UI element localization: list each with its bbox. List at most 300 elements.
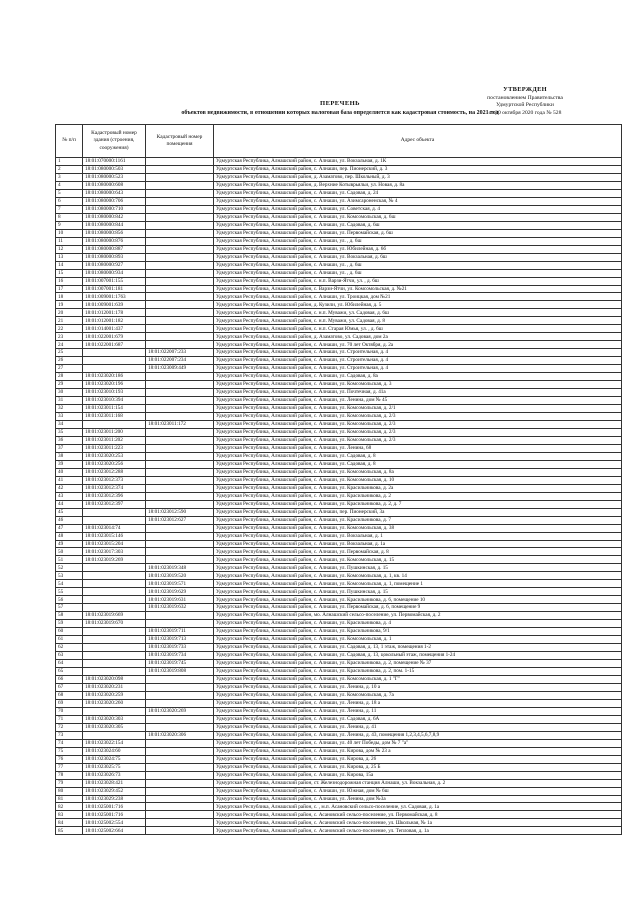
cell-building-cadastral: 18:01:023010:394	[83, 397, 146, 405]
cell-number: 72	[56, 723, 83, 731]
cell-premises-cadastral: 18:01:023009:449	[146, 365, 214, 373]
cell-number: 84	[56, 819, 83, 827]
header-address: Адрес объекта	[214, 125, 622, 158]
cell-premises-cadastral: 18:01:023019:520	[146, 572, 214, 580]
cell-number: 47	[56, 524, 83, 532]
cell-number: 28	[56, 373, 83, 381]
cell-number: 6	[56, 197, 83, 205]
table-row	[56, 612, 622, 620]
cell-number: 53	[56, 572, 83, 580]
table-row	[56, 229, 622, 237]
cell-premises-cadastral	[146, 237, 214, 245]
table-body	[56, 158, 622, 835]
cell-address: Удмуртская Республика, Алнашский район, с. Алнаши, ул. Садовая, д. 8а	[214, 373, 622, 381]
table-row	[56, 389, 622, 397]
cell-premises-cadastral	[146, 277, 214, 285]
cell-address: Удмуртская Республика, Алнашский район, с. Алнаши, ул. Южная, дом № 6ш	[214, 787, 622, 795]
cell-premises-cadastral	[146, 476, 214, 484]
cell-building-cadastral: 18:01:023012:288	[83, 468, 146, 476]
cell-premises-cadastral: 18:01:023019:808	[146, 668, 214, 676]
cell-number: 18	[56, 293, 83, 301]
cell-address: Удмуртская Республика, Алнашский район, с. Алнаши, пер. Пионерский, 3а	[214, 508, 622, 516]
cell-address: Удмуртская Республика, Алнашский район, с. н.п. Варзи-Ятчи, ул. , д. 6ш	[214, 277, 622, 285]
cell-premises-cadastral	[146, 389, 214, 397]
cell-address: Удмуртская Республика, Алнашский район, с. Алнаши, ул. Кирова, д. 26	[214, 755, 622, 763]
cell-address: Удмуртская Республика, Алнашский район, с. Алнаши, ул. Садовая, д. 13, 1 этаж, помещения 1-2	[214, 644, 622, 652]
cell-premises-cadastral	[146, 771, 214, 779]
cell-number: 20	[56, 309, 83, 317]
cell-number: 17	[56, 285, 83, 293]
cell-number: 31	[56, 397, 83, 405]
cell-premises-cadastral: 18:01:022007:233	[146, 349, 214, 357]
cell-number: 70	[56, 707, 83, 715]
cell-building-cadastral: 18:01:023020:231	[83, 683, 146, 691]
cell-address: Удмуртская Республика, Алнашский район, с. Алнаши, ул. Первомайская, д. 8	[214, 548, 622, 556]
cell-building-cadastral: 18:01:023011:223	[83, 444, 146, 452]
cell-number: 82	[56, 803, 83, 811]
cell-number: 62	[56, 644, 83, 652]
cell-building-cadastral: 18:01:023012:373	[83, 476, 146, 484]
table-row	[56, 572, 622, 580]
cell-building-cadastral: 18:01:080000:608	[83, 181, 146, 189]
cell-address: Удмуртская Республика, Алнашский район, с. Алнаши, ул. Садовая, д. 24	[214, 189, 622, 197]
cell-premises-cadastral	[146, 452, 214, 460]
table-row	[56, 620, 622, 628]
cell-premises-cadastral	[146, 173, 214, 181]
cell-address: Удмуртская Республика, Алнашский район, с. Алнаши, ул. Первомайская, д. 6ш	[214, 229, 622, 237]
cell-address: Удмуртская Республика, Алнашский район, с. Алнаши, ул. Первомайская, д. 6, помещение 9	[214, 604, 622, 612]
table-row	[56, 492, 622, 500]
table-row	[56, 357, 622, 365]
cell-building-cadastral: 18:01:023026:73	[83, 771, 146, 779]
cell-number: 15	[56, 269, 83, 277]
cell-building-cadastral: 18:01:023020:196	[83, 381, 146, 389]
cell-address: Удмуртская Республика, Алнашский район, с. Асановский сельсо-поселение, ул. Школьная, № 1а	[214, 819, 622, 827]
cell-premises-cadastral	[146, 436, 214, 444]
property-register-table	[55, 124, 622, 835]
table-row	[56, 644, 622, 652]
approval-heading: УТВЕРЖДЕН	[503, 86, 547, 93]
table-row	[56, 596, 622, 604]
title-line-2: объектов недвижимости, в отношении которых налоговая база определяется как кадастровая стоимость, на 2021 год	[181, 110, 499, 116]
table-row	[56, 691, 622, 699]
cell-premises-cadastral	[146, 500, 214, 508]
cell-building-cadastral: 18:01:023012:396	[83, 492, 146, 500]
table-row	[56, 516, 622, 524]
table-row	[56, 158, 622, 166]
cell-number: 36	[56, 436, 83, 444]
cell-address: Удмуртская Республика, Алнашский район, с. Алнаши, ул. Красильникова, д. 2, д. 7	[214, 500, 622, 508]
table-row	[56, 205, 622, 213]
cell-number: 11	[56, 237, 83, 245]
cell-number: 26	[56, 357, 83, 365]
table-row	[56, 309, 622, 317]
cell-building-cadastral: 18:01:080000:503	[83, 165, 146, 173]
cell-premises-cadastral	[146, 428, 214, 436]
cell-address: Удмуртская Республика, Алнашский район, с. Алнаши, ул. Ленина, д. 10 а	[214, 683, 622, 691]
cell-building-cadastral: 18:01:023028:421	[83, 779, 146, 787]
cell-address: Удмуртская Республика, Алнашский район, с. Асановский сельсо-поселение, ул. Первомайская, д. 8	[214, 811, 622, 819]
cell-number: 41	[56, 476, 83, 484]
cell-address: Удмуртская Республика, Алнашский район, с. Алнаши, ул. Кирова, д. 25 Б	[214, 763, 622, 771]
cell-premises-cadastral	[146, 683, 214, 691]
cell-premises-cadastral	[146, 715, 214, 723]
cell-number: 71	[56, 715, 83, 723]
approval-line-3: от 30 октября 2020 года № 528	[488, 109, 562, 116]
cell-number: 58	[56, 612, 83, 620]
cell-number: 60	[56, 628, 83, 636]
cell-building-cadastral: 18:01:070000:1161	[83, 158, 146, 166]
cell-premises-cadastral	[146, 699, 214, 707]
cell-number: 80	[56, 787, 83, 795]
cell-premises-cadastral	[146, 245, 214, 253]
cell-building-cadastral	[83, 604, 146, 612]
cell-building-cadastral	[83, 564, 146, 572]
cell-address: Удмуртская Республика, Алнашский район, с. Алнаши, ул. Комсомольская, д. 2/3	[214, 436, 622, 444]
table-row	[56, 524, 622, 532]
cell-building-cadastral: 18:01:080000:893	[83, 253, 146, 261]
cell-building-cadastral: 18:01:023019:269	[83, 556, 146, 564]
cell-address: Удмуртская Республика, Алнашский район, с. Алнаши, ул. Садовая, д. 8	[214, 460, 622, 468]
header-building-cadastral: Кадастровый номер здания (строения, сооружения)	[83, 125, 146, 158]
cell-premises-cadastral	[146, 468, 214, 476]
cell-premises-cadastral	[146, 261, 214, 269]
cell-number: 52	[56, 564, 83, 572]
approval-line-1: постановлением Правительства	[487, 94, 563, 101]
table-row	[56, 484, 622, 492]
table-row	[56, 253, 622, 261]
cell-premises-cadastral	[146, 819, 214, 827]
cell-building-cadastral: 18:01:023020:259	[83, 691, 146, 699]
table-row	[56, 261, 622, 269]
cell-premises-cadastral	[146, 444, 214, 452]
table-row	[56, 373, 622, 381]
cell-premises-cadastral	[146, 205, 214, 213]
cell-number: 51	[56, 556, 83, 564]
cell-building-cadastral: 18:01:080000:927	[83, 261, 146, 269]
cell-number: 30	[56, 389, 83, 397]
cell-address: Удмуртская Республика, Алнашский район, с. Алнаши, ул. , д. 6ш	[214, 237, 622, 245]
cell-address: Удмуртская Республика, Алнашский район, с. Алнаши, ул. Комсомольская, д. 10	[214, 476, 622, 484]
cell-premises-cadastral	[146, 213, 214, 221]
table-row	[56, 787, 622, 795]
cell-number: 42	[56, 484, 83, 492]
cell-number: 35	[56, 428, 83, 436]
cell-number: 63	[56, 652, 83, 660]
cell-building-cadastral: 18:01:023020:186	[83, 373, 146, 381]
table-row	[56, 731, 622, 739]
cell-number: 83	[56, 811, 83, 819]
cell-building-cadastral: 18:01:080000:844	[83, 221, 146, 229]
cell-premises-cadastral	[146, 333, 214, 341]
cell-building-cadastral: 18:01:023020:098	[83, 675, 146, 683]
cell-number: 8	[56, 213, 83, 221]
cell-building-cadastral: 18:01:025001:716	[83, 811, 146, 819]
cell-premises-cadastral	[146, 301, 214, 309]
cell-number: 67	[56, 683, 83, 691]
cell-premises-cadastral: 18:01:023019:733	[146, 644, 214, 652]
cell-address: Удмуртская Республика, Алнашский район, с. Алнаши, ул. Красильникова, д. 7	[214, 516, 622, 524]
table-row	[56, 819, 622, 827]
cell-address: Удмуртская Республика, Алнашский район, с. Алнаши, ул. Красильникова, д. 2а	[214, 484, 622, 492]
cell-address: Удмуртская Республика, Алнашский район, с. Алнаши, ул. Ленина, 68	[214, 444, 622, 452]
cell-premises-cadastral	[146, 532, 214, 540]
approval-line-2: Удмуртской Республики	[496, 102, 554, 109]
table-row	[56, 715, 622, 723]
table-row	[56, 747, 622, 755]
cell-premises-cadastral	[146, 524, 214, 532]
cell-address: Удмуртская Республика, Алнашский район, с. Варзи-Ятчи, ул. Комсомольская, д. №21	[214, 285, 622, 293]
cell-address: Удмуртская Республика, Алнашский район, с. Алнаши, ул. Ленина, д. 41	[214, 723, 622, 731]
table-row	[56, 556, 622, 564]
cell-number: 38	[56, 452, 83, 460]
cell-address: Удмуртская Республика, Алнашский район, с. Алнаши, ул. , д. 6ш	[214, 261, 622, 269]
cell-address: Удмуртская Республика, Алнашский район, с. Алнаши, ул. 40 лет Победы, дом № 7 "а"	[214, 739, 622, 747]
title-line-1: ПЕРЕЧЕНЬ	[320, 100, 360, 107]
cell-premises-cadastral	[146, 763, 214, 771]
cell-number: 22	[56, 325, 83, 333]
cell-premises-cadastral	[146, 229, 214, 237]
cell-address: Удмуртская Республика, Алнашский район, с. Алнаши, ул. Комсомольская, д. 38	[214, 524, 622, 532]
cell-building-cadastral	[83, 596, 146, 604]
cell-premises-cadastral	[146, 181, 214, 189]
table-row	[56, 349, 622, 357]
cell-premises-cadastral: 18:01:023019:629	[146, 588, 214, 596]
cell-building-cadastral: 18:01:023020:256	[83, 460, 146, 468]
cell-address: Удмуртская Республика, Алнашский район, с. Асановский сельсо-поселение, ул. Тепловая, д. 1а	[214, 827, 622, 835]
cell-premises-cadastral	[146, 405, 214, 413]
cell-building-cadastral	[83, 516, 146, 524]
cell-address: Удмуртская Республика, Алнашский район, с. Алнаши, ул. Красильникова, д. 2, пом. 1-15	[214, 668, 622, 676]
cell-address: Удмуртская Республика, Алнашский район, с. Алнаши, ул. Комсомольская, д. 3	[214, 381, 622, 389]
cell-building-cadastral: 18:01:023015:204	[83, 540, 146, 548]
header-premises-cadastral: Кадастровый номер помещения	[146, 125, 214, 158]
cell-address: Удмуртская Республика, Алнашский район, с. Алнаши, ул. Красильникова, д. 2	[214, 492, 622, 500]
cell-premises-cadastral	[146, 675, 214, 683]
cell-address: Удмуртская Республика, Алнашский район, с. Алнаши, ул. Ленина, д. 11	[214, 707, 622, 715]
cell-number: 34	[56, 420, 83, 428]
cell-number: 76	[56, 755, 83, 763]
table-row	[56, 420, 622, 428]
cell-address: Удмуртская Республика, Алнашский район, с. Алнаши, ул. Садовая, д. 8	[214, 452, 622, 460]
cell-number: 4	[56, 181, 83, 189]
cell-building-cadastral: 18:01:022001:687	[83, 341, 146, 349]
cell-address: Удмуртская Республика, Алнашский район, с. Алнаши, ул. Ленина, дом №3а	[214, 795, 622, 803]
cell-building-cadastral: 18:01:080000:523	[83, 173, 146, 181]
table-row	[56, 508, 622, 516]
cell-premises-cadastral	[146, 165, 214, 173]
cell-number: 81	[56, 795, 83, 803]
cell-premises-cadastral	[146, 811, 214, 819]
cell-building-cadastral: 18:01:025002:554	[83, 819, 146, 827]
cell-building-cadastral: 18:01:023024:60	[83, 747, 146, 755]
cell-number: 25	[56, 349, 83, 357]
table-row	[56, 827, 622, 835]
cell-building-cadastral: 18:01:023011:168	[83, 413, 146, 421]
cell-premises-cadastral	[146, 484, 214, 492]
table-row	[56, 803, 622, 811]
cell-building-cadastral: 18:01:023011:154	[83, 405, 146, 413]
cell-premises-cadastral	[146, 612, 214, 620]
table-row	[56, 165, 622, 173]
cell-number: 39	[56, 460, 83, 468]
table-row	[56, 452, 622, 460]
cell-premises-cadastral	[146, 739, 214, 747]
cell-address: Удмуртская Республика, Алнашский район, с. Алнаши, ул. Пушкинская, д. 15	[214, 588, 622, 596]
table-row	[56, 245, 622, 253]
cell-number: 45	[56, 508, 83, 516]
cell-number: 12	[56, 245, 83, 253]
cell-address: Удмуртская Республика, Алнашский район, с. Алнаши, ул. Пушкинская, д. 15	[214, 564, 622, 572]
cell-building-cadastral: 18:01:007001:181	[83, 285, 146, 293]
cell-building-cadastral	[83, 707, 146, 715]
cell-building-cadastral: 18:01:080000:706	[83, 197, 146, 205]
cell-number: 9	[56, 221, 83, 229]
cell-building-cadastral: 18:01:025002:664	[83, 827, 146, 835]
cell-number: 69	[56, 699, 83, 707]
table-row	[56, 660, 622, 668]
cell-building-cadastral	[83, 365, 146, 373]
cell-building-cadastral: 18:01:025001:716	[83, 803, 146, 811]
cell-premises-cadastral	[146, 723, 214, 731]
cell-premises-cadastral	[146, 620, 214, 628]
cell-premises-cadastral: 18:01:023019:631	[146, 596, 214, 604]
cell-building-cadastral: 18:01:023012:397	[83, 500, 146, 508]
cell-building-cadastral: 18:01:023019:669	[83, 612, 146, 620]
cell-premises-cadastral	[146, 548, 214, 556]
cell-building-cadastral: 18:01:023020:260	[83, 699, 146, 707]
table-row	[56, 468, 622, 476]
table-row	[56, 739, 622, 747]
table-row	[56, 197, 622, 205]
cell-building-cadastral: 18:01:012001:182	[83, 317, 146, 325]
table-row	[56, 564, 622, 572]
cell-address: Удмуртская Республика, Алнашский район, с. Алнаши, ул. Комсомольская, д. 1	[214, 636, 622, 644]
cell-number: 68	[56, 691, 83, 699]
cell-address: Удмуртская Республика, Алнашский район, с. Алнаши, ул. Юбилейная, д. 6б	[214, 245, 622, 253]
cell-number: 23	[56, 333, 83, 341]
cell-building-cadastral: 18:01:023029:238	[83, 795, 146, 803]
cell-number: 29	[56, 381, 83, 389]
document-title	[60, 100, 620, 116]
cell-number: 66	[56, 675, 83, 683]
cell-number: 21	[56, 317, 83, 325]
table-row	[56, 189, 622, 197]
cell-building-cadastral	[83, 628, 146, 636]
cell-premises-cadastral	[146, 189, 214, 197]
table-row	[56, 588, 622, 596]
cell-building-cadastral: 18:01:023024:75	[83, 755, 146, 763]
cell-building-cadastral: 18:01:023025:75	[83, 763, 146, 771]
cell-number: 57	[56, 604, 83, 612]
table-row	[56, 532, 622, 540]
cell-address: Удмуртская Республика, Алнашский район, с. Алнаши, ул. Комсомольская, д. 2/3	[214, 420, 622, 428]
cell-number: 46	[56, 516, 83, 524]
cell-address: Удмуртская Республика, Алнашский район, с. Алнаши, ул. , д. 6ш	[214, 269, 622, 277]
cell-number: 54	[56, 580, 83, 588]
cell-number: 14	[56, 261, 83, 269]
cell-building-cadastral: 18:01:023020:303	[83, 715, 146, 723]
cell-number: 49	[56, 540, 83, 548]
table-row	[56, 476, 622, 484]
cell-address: Удмуртская Республика, Алнашский район, с. Алнаши, ул. Ленина, дом № 45	[214, 397, 622, 405]
cell-address: Удмуртская Республика, Алнашский район, с. н.п. Муважи, ул. Садовая, д. 8	[214, 317, 622, 325]
cell-address: Удмуртская Республика, Алнашский район, с. Алнаши, ул. Советская, д. 4	[214, 205, 622, 213]
cell-address: Удмуртская Республика, Алнашский район, с. , м.п. Асановский сельсо-поселение, ул. Садовая, д. 1а	[214, 803, 622, 811]
cell-number: 59	[56, 620, 83, 628]
cell-address: Удмуртская Республика, Алнашский район, с. Алнаши, ул. Вокзальная, д. 1а	[214, 540, 622, 548]
table-row	[56, 237, 622, 245]
cell-building-cadastral: 18:01:080000:710	[83, 205, 146, 213]
cell-building-cadastral: 18:01:007001:155	[83, 277, 146, 285]
cell-address: Удмуртская Республика, Алнашский район, с. Алнаши, ул. Красильникова, д. 2, помещение № 37	[214, 660, 622, 668]
cell-premises-cadastral	[146, 325, 214, 333]
cell-building-cadastral	[83, 644, 146, 652]
cell-premises-cadastral	[146, 556, 214, 564]
cell-building-cadastral: 18:01:023011:200	[83, 428, 146, 436]
cell-address: Удмуртская Республика, Алнашский район, д. Азаматово, пер. Школьный, д. 3	[214, 173, 622, 181]
cell-building-cadastral	[83, 588, 146, 596]
cell-number: 56	[56, 596, 83, 604]
cell-address: Удмуртская Республика, Алнашский район, с. Алнаши, ул. Комсомольская, д. 2/1	[214, 405, 622, 413]
cell-number: 13	[56, 253, 83, 261]
table-row	[56, 221, 622, 229]
cell-address: Удмуртская Республика, Алнашский район, с. Алнаши, ул. Комсомольская, д. 6ш	[214, 213, 622, 221]
cell-building-cadastral: 18:01:023029:452	[83, 787, 146, 795]
cell-number: 7	[56, 205, 83, 213]
cell-premises-cadastral	[146, 285, 214, 293]
cell-building-cadastral	[83, 572, 146, 580]
cell-address: Удмуртская Республика, Алнашский район, с. Алнаши, ул. Садовая, д. 6А	[214, 715, 622, 723]
cell-number: 75	[56, 747, 83, 755]
cell-premises-cadastral	[146, 827, 214, 835]
cell-premises-cadastral: 18:01:023019:734	[146, 652, 214, 660]
table-row	[56, 548, 622, 556]
cell-address: Удмуртская Республика, Алнашский район, с. н.п. Старая Юмья, ул. , д. 6ш	[214, 325, 622, 333]
cell-premises-cadastral	[146, 795, 214, 803]
table-row	[56, 604, 622, 612]
cell-number: 27	[56, 365, 83, 373]
table-row	[56, 540, 622, 548]
cell-premises-cadastral: 18:01:023019:571	[146, 580, 214, 588]
cell-address: Удмуртская Республика, Алнашский район, с. Алнаши, ул. Комсомольская, д. 7а	[214, 691, 622, 699]
table-row	[56, 405, 622, 413]
cell-building-cadastral: 18:01:023011:202	[83, 436, 146, 444]
cell-address: Удмуртская Республика, Алнашский район, с. Алнаши, ул. Кирова, дом № 23 а	[214, 747, 622, 755]
cell-address: Удмуртская Республика, Алнашский район, с. Алнаши, ул. Строительная, д. 4	[214, 365, 622, 373]
cell-number: 64	[56, 660, 83, 668]
cell-address: Удмуртская Республика, Алнашский район, ст. Железнодорожная станция Алнаши, ул. Вокзальная, д. 2	[214, 779, 622, 787]
table-row	[56, 771, 622, 779]
cell-number: 78	[56, 771, 83, 779]
table-row	[56, 317, 622, 325]
cell-premises-cadastral	[146, 460, 214, 468]
cell-premises-cadastral: 18:01:023012:627	[146, 516, 214, 524]
cell-number: 50	[56, 548, 83, 556]
cell-building-cadastral: 18:01:014001:437	[83, 325, 146, 333]
table-row	[56, 668, 622, 676]
cell-address: Удмуртская Республика, Алнашский район, с. Алнаши, ул. Почтечная, д. 41а	[214, 389, 622, 397]
cell-building-cadastral	[83, 357, 146, 365]
cell-premises-cadastral: 18:01:023019:632	[146, 604, 214, 612]
cell-number: 1	[56, 158, 83, 166]
cell-building-cadastral	[83, 660, 146, 668]
table-row	[56, 779, 622, 787]
cell-address: Удмуртская Республика, Алнашский район, с. Алнаши, ул. Троицкая, дом №21	[214, 293, 622, 301]
cell-building-cadastral: 18:01:023020:305	[83, 723, 146, 731]
cell-number: 55	[56, 588, 83, 596]
cell-premises-cadastral	[146, 293, 214, 301]
